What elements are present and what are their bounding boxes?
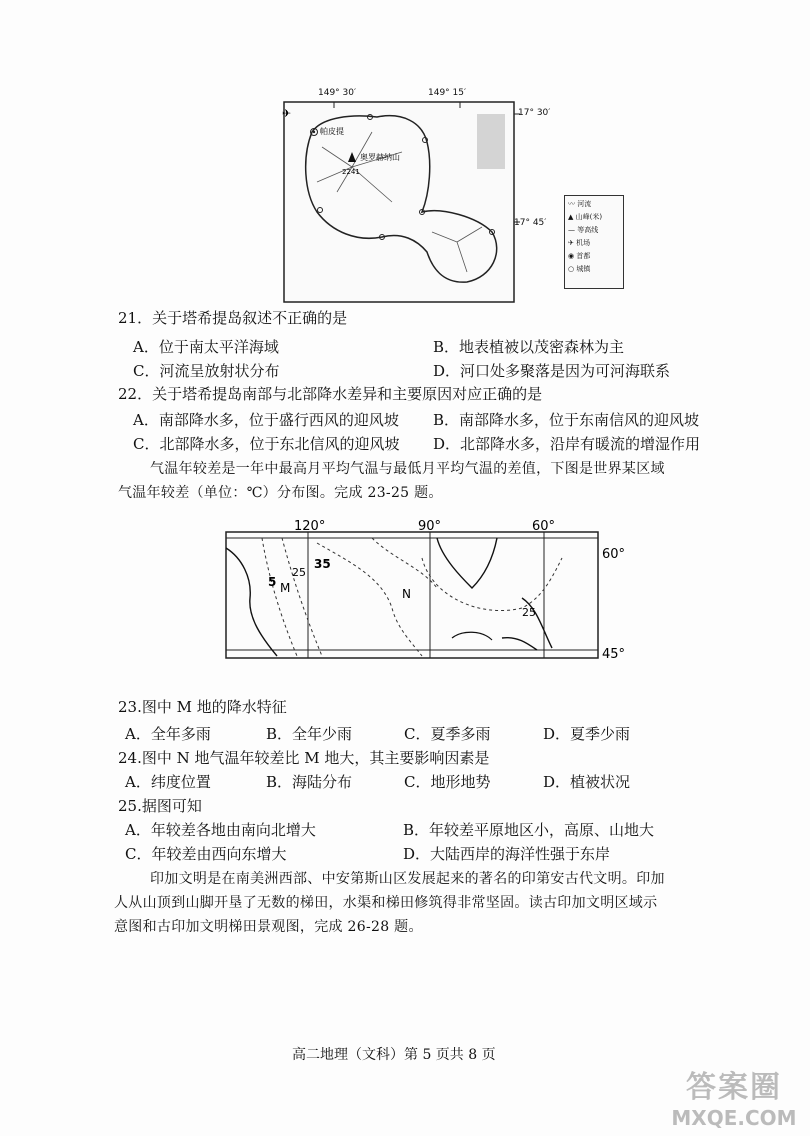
iso-label-25-east: 25	[522, 606, 536, 619]
airport-icon: ✈	[282, 107, 292, 120]
lon-label-90: 90°	[418, 519, 442, 534]
q23-option-b: B．全年少雨	[266, 725, 353, 743]
intro23-line2: 气温年较差（单位：℃）分布图。完成 23-25 题。	[118, 485, 443, 501]
q23-option-c: C．夏季多雨	[404, 725, 491, 743]
tahiti-map	[282, 92, 572, 312]
point-m: M	[280, 581, 291, 595]
q21-stem: 21．关于塔希提岛叙述不正确的是	[118, 309, 348, 327]
watermark-logo	[668, 1062, 800, 1130]
q21-option-c: C．河流呈放射状分布	[133, 362, 280, 380]
q21-option-b: B．地表植被以茂密森林为主	[433, 338, 625, 356]
lon-label-2: 149° 15′	[428, 88, 467, 98]
lat-label-1: 17° 30′	[518, 108, 551, 118]
map-shade	[477, 114, 505, 169]
iso-label-25-west: 25	[292, 566, 306, 579]
legend-airport-label: 机场	[576, 239, 591, 247]
q21-option-a: A．位于南太平洋海域	[133, 338, 279, 356]
tahiti-legend	[564, 195, 624, 289]
watermark-bottom: MXQE.COM	[671, 1106, 797, 1130]
iso-label-5: 5	[268, 575, 277, 589]
lat-label-45: 45°	[602, 647, 626, 662]
temp-range-map	[222, 518, 642, 663]
q25-option-b: B．年较差平原地区小，高原、山地大	[403, 821, 655, 839]
q21-option-d: D．河口处多聚落是因为可河海联系	[433, 362, 671, 380]
q24-stem: 24.图中 N 地气温年较差比 M 地大，其主要影响因素是	[118, 749, 490, 767]
temp-range-map-svg	[222, 518, 642, 663]
intro23-line1: 气温年较差是一年中最高月平均气温与最低月平均气温的差值，下图是世界某区域	[150, 461, 665, 477]
legend-airport: ✈ 机场	[568, 239, 591, 247]
peak-height: 2241	[342, 168, 360, 176]
lat-label-60: 60°	[602, 547, 626, 562]
legend-town: ○ 城镇	[568, 265, 591, 273]
q24-option-c: C．地形地势	[404, 773, 491, 791]
q22-option-a: A．南部降水多，位于盛行西风的迎风坡	[133, 411, 399, 429]
q22-stem: 22．关于塔希提岛南部与北部降水差异和主要原因对应正确的是	[118, 385, 543, 403]
q23-stem: 23.图中 M 地的降水特征	[118, 698, 287, 716]
legend-town-label: 城镇	[576, 265, 591, 273]
intro26-line2: 人从山顶到山脚开垦了无数的梯田，水渠和梯田修筑得非常坚固。读古印加文明区域示	[114, 895, 658, 911]
iso-label-35: 35	[314, 557, 331, 571]
q24-option-d: D．植被状况	[543, 773, 631, 791]
legend-capital: ◉ 首都	[568, 252, 591, 260]
legend-contour: — 等高线	[568, 226, 599, 234]
lon-label-60: 60°	[532, 519, 556, 534]
legend-peak-label: 山峰(米)	[575, 213, 603, 221]
lon-label-120: 120°	[294, 519, 326, 534]
q24-option-b: B．海陆分布	[266, 773, 353, 791]
q25-option-c: C．年较差由西向东增大	[125, 845, 287, 863]
intro26-line1: 印加文明是在南美洲西部、中安第斯山区发展起来的著名的印第安古代文明。印加	[150, 871, 665, 887]
legend-river-label: 河流	[577, 200, 592, 208]
watermark-top: 答案圈	[686, 1070, 782, 1105]
peak-label: 奥罗赫纳山	[360, 153, 400, 162]
page-footer: 高二地理（文科）第 5 页共 8 页	[292, 1047, 496, 1063]
legend-peak: ▲ 山峰(米)	[568, 213, 603, 221]
lat-label-2: 17° 45′	[514, 218, 547, 228]
legend-capital-label: 首都	[576, 252, 591, 260]
capital-dot	[313, 131, 315, 133]
map2-frame	[226, 532, 598, 658]
q22-option-c: C．北部降水多，位于东北信风的迎风坡	[133, 435, 400, 453]
legend-anchor	[566, 192, 567, 193]
q25-option-d: D．大陆西岸的海洋性强于东岸	[403, 845, 611, 863]
q22-option-d: D．北部降水多，沿岸有暖流的增湿作用	[433, 435, 701, 453]
q25-option-a: A．年较差各地由南向北增大	[125, 821, 316, 839]
point-n: N	[402, 587, 411, 601]
q25-stem: 25.据图可知	[118, 797, 202, 815]
legend-river: 〰 河流	[568, 200, 592, 208]
legend-contour-label: 等高线	[577, 226, 599, 234]
q23-option-a: A．全年多雨	[125, 725, 211, 743]
intro26-line3: 意图和古印加文明梯田景观图，完成 26-28 题。	[114, 919, 423, 935]
tahiti-map-svg	[282, 92, 572, 312]
city-label: 帕皮提	[320, 127, 344, 136]
q22-option-b: B．南部降水多，位于东南信风的迎风坡	[433, 411, 700, 429]
q24-option-a: A．纬度位置	[125, 773, 211, 791]
lon-label-1: 149° 30′	[318, 88, 357, 98]
q23-option-d: D．夏季少雨	[543, 725, 631, 743]
